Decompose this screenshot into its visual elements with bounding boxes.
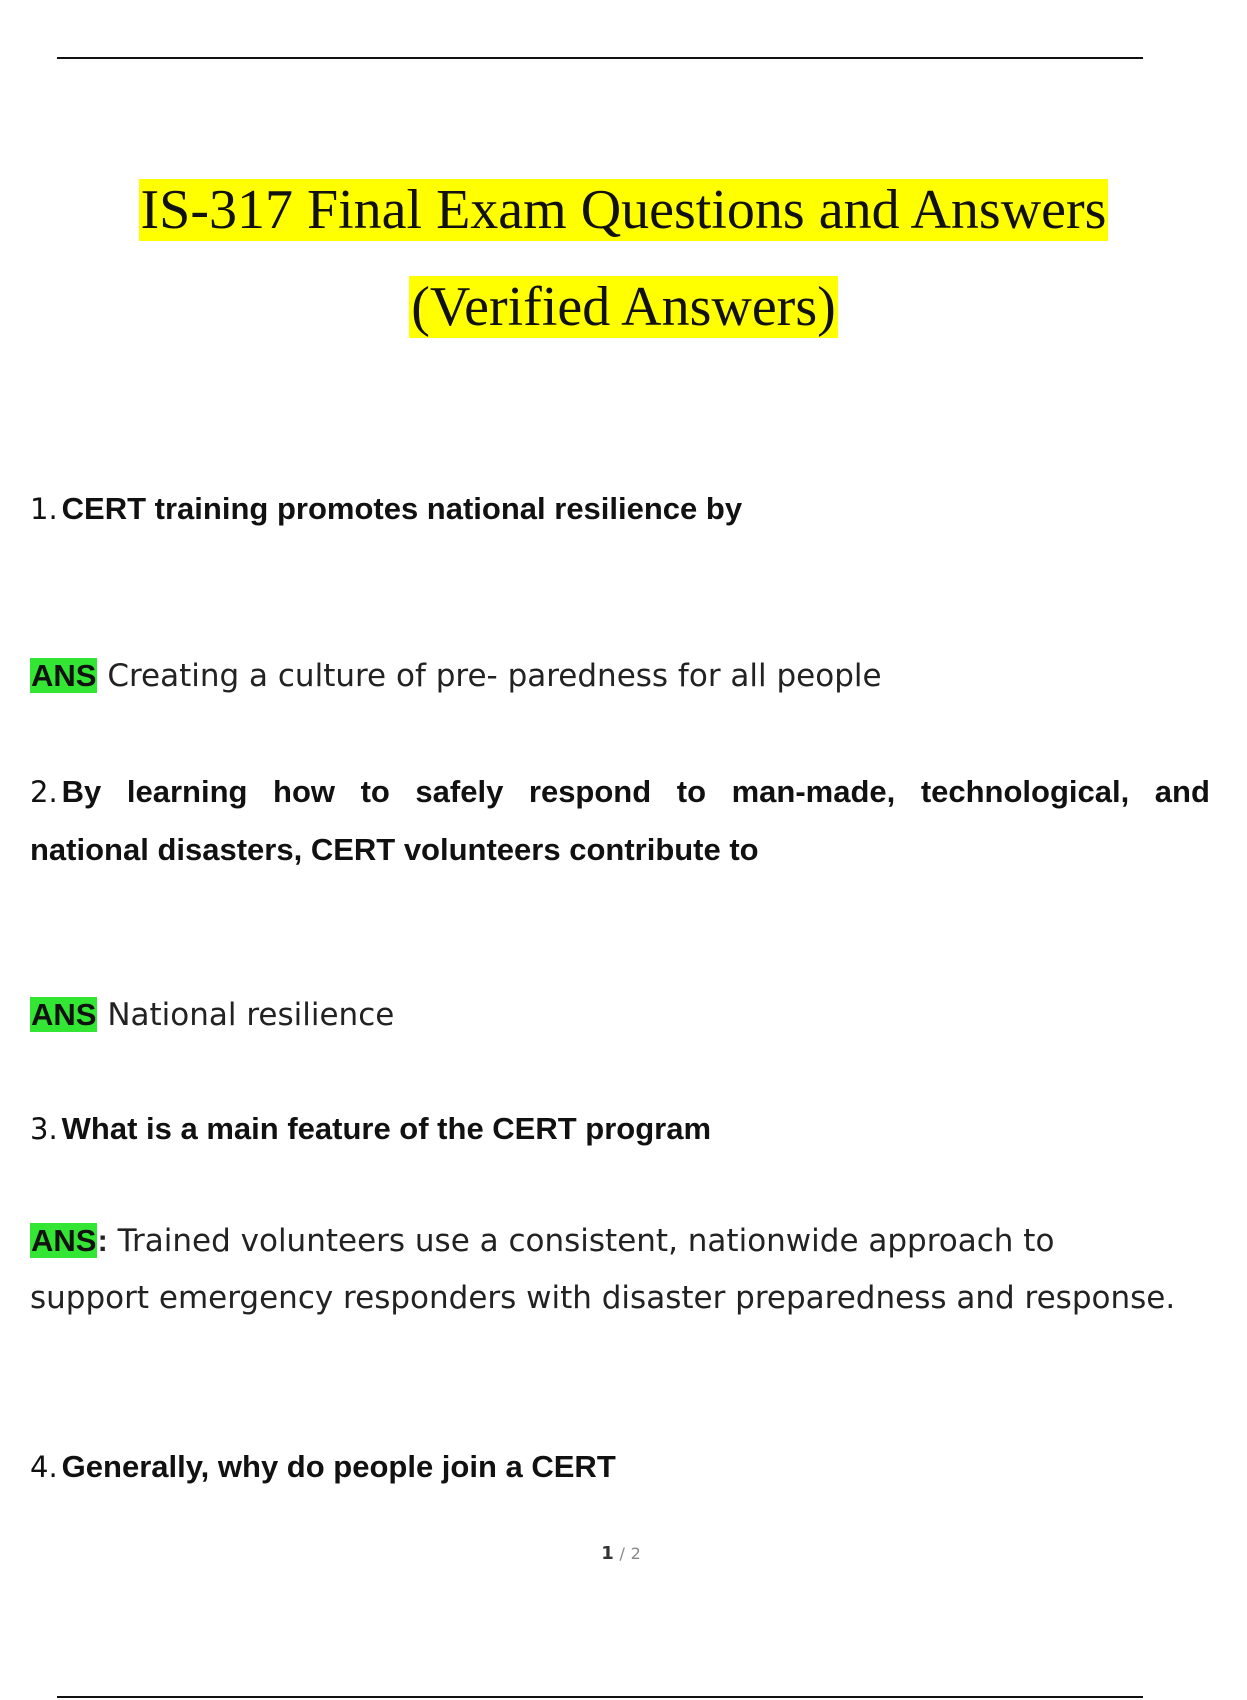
question-text: Generally, why do people join a CERT (61, 1449, 616, 1484)
question-word: how (273, 774, 336, 809)
question-word: technological, (920, 774, 1130, 809)
ans-label: ANS (31, 997, 97, 1032)
question-word: respond (528, 774, 652, 809)
answer-1 (30, 647, 1180, 705)
question-word: learning (126, 774, 248, 809)
question-text: national disasters, CERT volunteers contribute to (30, 832, 759, 867)
question-word: safely (415, 774, 504, 809)
document-title-line-1 (0, 175, 1247, 245)
page-current: 1 (601, 1543, 614, 1564)
answer-text: Trained volunteers use a consistent, nationwide approach to support emergency responders with disaster preparedness and response. (30, 1223, 1176, 1316)
ans-colon: : (97, 1223, 108, 1258)
document-title-line-2 (0, 272, 1247, 342)
question-word: to (676, 774, 707, 809)
question-number: 3. (30, 1112, 58, 1146)
answer-3 (30, 1212, 1180, 1327)
title-highlight-1: IS-317 Final Exam Questions and Answers (140, 179, 1107, 241)
question-2-line-1 (30, 763, 1210, 821)
question-word: to (360, 774, 390, 809)
question-1 (30, 480, 1200, 538)
page-total: 2 (630, 1544, 641, 1563)
answer-text: National resilience (107, 997, 395, 1033)
top-rule (57, 57, 1143, 59)
question-3 (30, 1100, 1200, 1158)
question-text: What is a main feature of the CERT program (61, 1111, 712, 1146)
question-word: By (61, 774, 102, 809)
question-number: 1. (30, 492, 58, 526)
answer-text: Creating a culture of pre- paredness for all people (107, 658, 882, 694)
question-word: and (1154, 774, 1210, 809)
question-2-line-2 (30, 821, 1200, 879)
page-indicator (0, 1543, 1242, 1564)
answer-2 (30, 986, 1180, 1044)
question-text: CERT training promotes national resilience by (61, 491, 743, 526)
ans-label: ANS (31, 658, 97, 693)
title-highlight-2: (Verified Answers) (411, 276, 836, 338)
question-2 (30, 763, 1210, 879)
question-word: man-made, (731, 774, 896, 809)
question-number: 2. (30, 775, 58, 809)
page-separator: / (619, 1544, 625, 1563)
bottom-rule (57, 1696, 1143, 1698)
question-number: 4. (30, 1450, 58, 1484)
question-4 (30, 1438, 1200, 1496)
ans-label: ANS (31, 1223, 97, 1258)
